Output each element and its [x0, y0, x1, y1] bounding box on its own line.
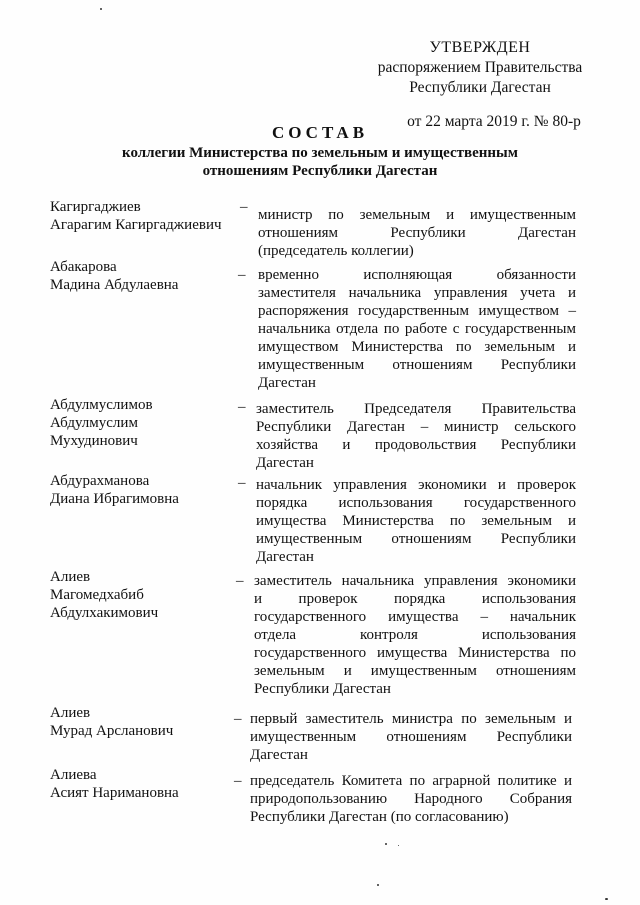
member-name: Алиев Мурад Арсланович: [50, 705, 174, 739]
member-name: Абакарова Мадина Абдулаевна: [50, 259, 179, 293]
member-name: Абдурахманова Диана Ибрагимовна: [50, 473, 179, 507]
approval-line-2: Республики Дагестан: [409, 79, 551, 96]
dash-separator: –: [238, 399, 246, 415]
member-role: заместитель Председателя Правительства Республики Дагестан – министр сельского хозяйства и продовольствия Республики Дагестан: [256, 401, 576, 471]
member-role: председатель Комитета по аграрной политике и природопользованию Народного Собрания Республики Дагестан (по согласованию): [250, 773, 572, 825]
member-name: Алиева Асият Наримановна: [50, 767, 179, 801]
scan-speck: [377, 884, 379, 886]
document-title: СОСТАВ: [271, 123, 369, 142]
scan-speck: [398, 845, 399, 846]
document-subtitle-line-2: отношениям Республики Дагестан: [202, 163, 438, 179]
document-subtitle-line-1: коллегии Министерства по земельным и имущественным: [122, 145, 518, 161]
dash-separator: –: [238, 267, 246, 283]
member-role: временно исполняющая обязанности заместителя начальника управления учета и распоряжения государственным имуществом – начальника отдела по работе с государственным имуществом Министерства по земельным и имущественным отношениям Республики Дагестан: [258, 267, 576, 391]
member-role: заместитель начальника управления экономики и проверок порядка использования государственного имущества – начальник отдела контроля использования государственного имущества Министерства по земельным и имущественным отношениям Республики Дагестан: [254, 573, 576, 697]
member-name: Алиев Магомедхабиб Абдулхакимович: [50, 569, 159, 621]
approved-heading: УТВЕРЖДЕН: [429, 39, 531, 56]
scan-speck: [100, 8, 102, 10]
approval-line-1: распоряжением Правительства: [377, 59, 583, 76]
member-role: начальник управления экономики и проверок порядка использования государственного имущества Министерства по земельным и имущественным отношениям Республики Дагестан: [256, 477, 576, 565]
scan-speck: [605, 898, 608, 900]
approval-stamp-block: [360, 38, 600, 132]
member-name: Абдулмуслимов Абдулмуслим Мухудинович: [50, 397, 153, 449]
dash-separator: –: [234, 711, 242, 727]
scan-speck: [385, 843, 387, 845]
dash-separator: –: [238, 475, 246, 491]
member-role: первый заместитель министра по земельным и имущественным отношениям Республики Дагестан: [250, 711, 572, 763]
member-name: Кагиргаджиев Агарагим Кагиргаджиевич: [50, 199, 222, 233]
dash-separator: –: [240, 199, 248, 215]
dash-separator: –: [236, 573, 244, 589]
document-title-block: [80, 124, 560, 180]
approval-date: от 22 марта 2019 г. № 80-р: [407, 113, 581, 130]
member-role: министр по земельным и имущественным отношениям Республики Дагестан (председатель коллегии): [258, 207, 576, 259]
dash-separator: –: [234, 773, 242, 789]
